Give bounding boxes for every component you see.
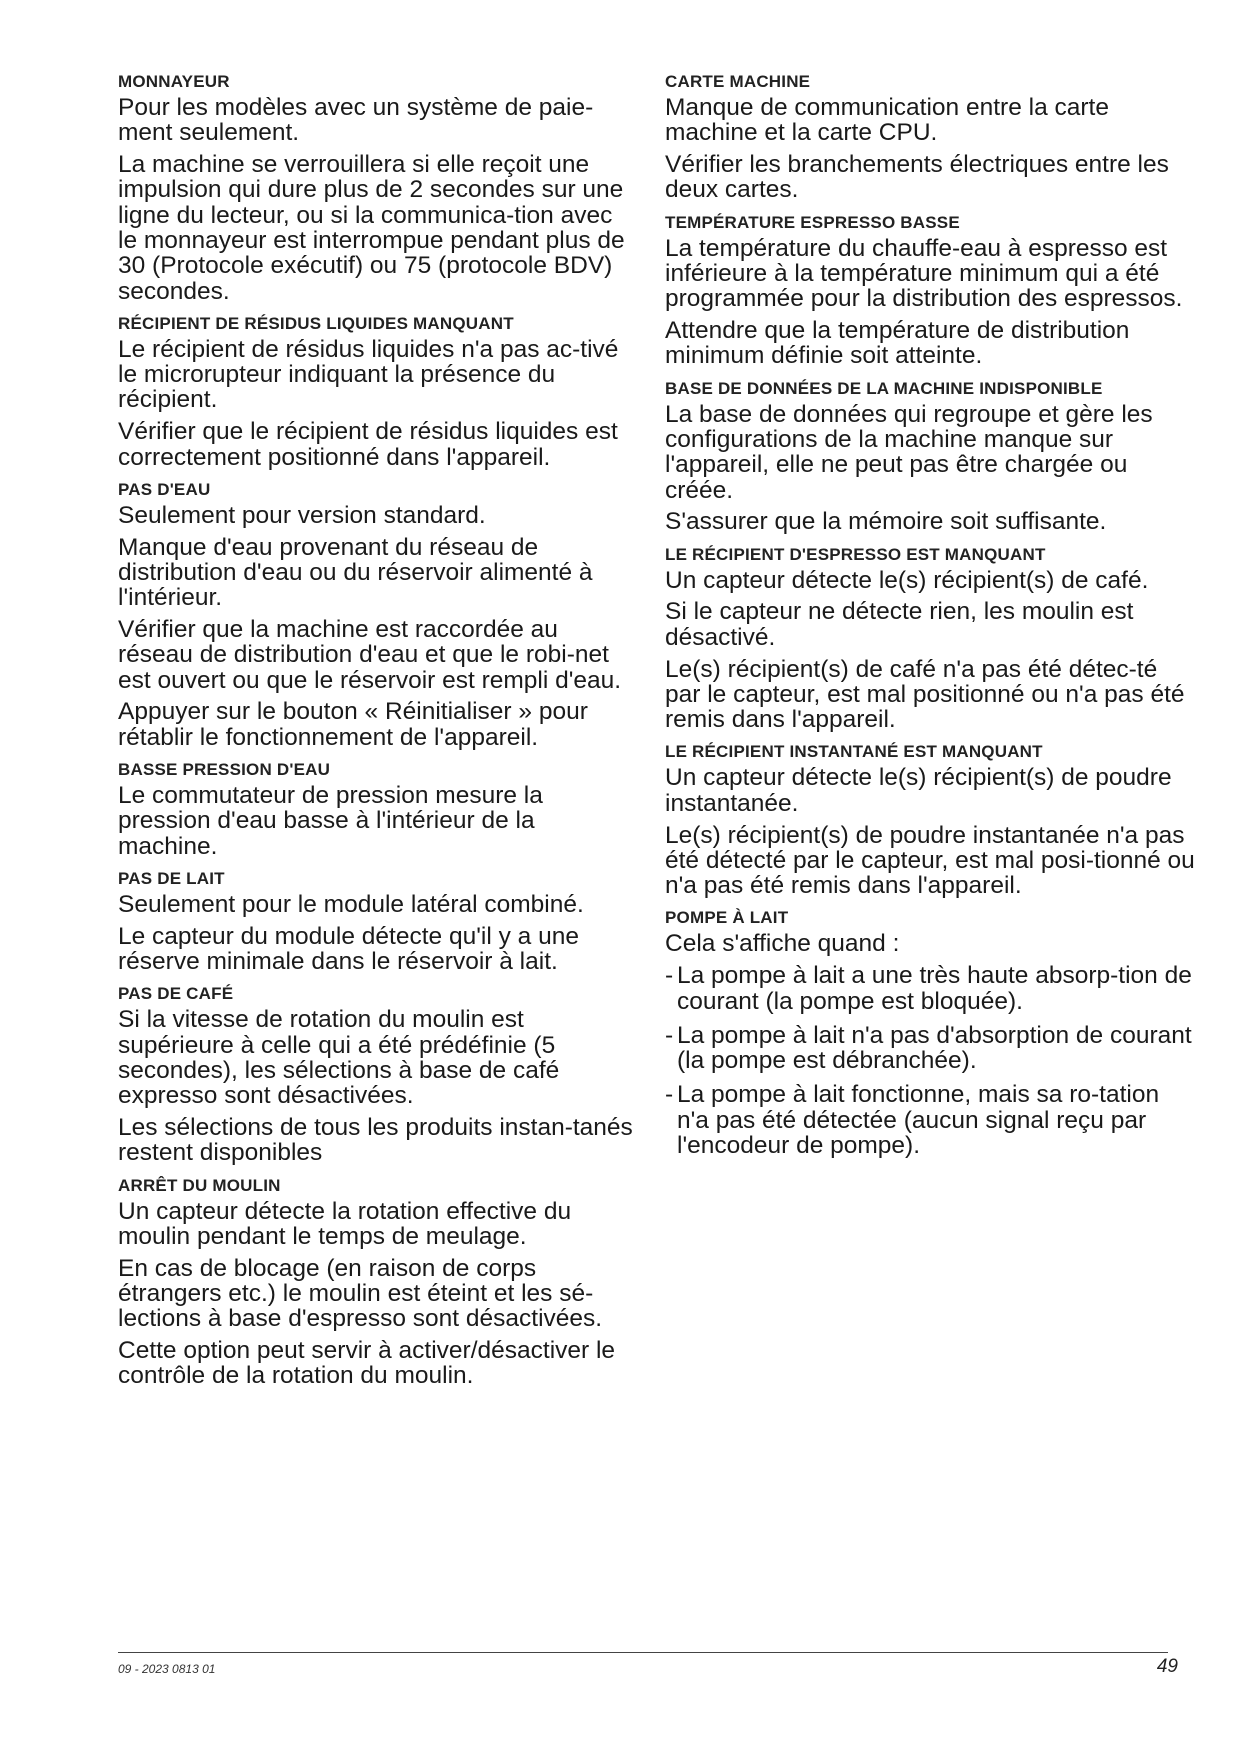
section-heading: BASE DE DONNÉES DE LA MACHINE INDISPONIBLE xyxy=(665,378,1103,398)
list-item xyxy=(665,1023,1195,1074)
section-heading: POMPE À LAIT xyxy=(665,908,789,928)
paragraph: Le commutateur de pression mesure la pression d'eau basse à l'intérieur de la machine. xyxy=(118,782,543,860)
section xyxy=(665,908,1195,1158)
paragraph: Un capteur détecte le(s) récipient(s) de café. xyxy=(665,566,1149,594)
section xyxy=(665,742,1195,898)
paragraph: Le(s) récipient(s) de café n'a pas été détec-té par le capteur, est mal positionné ou n'a pas été remis dans l'appareil. xyxy=(665,655,1185,734)
section xyxy=(118,760,638,859)
paragraph: La température du chauffe-eau à espresso est inférieure à la température minimum qui a été programmée pour la distribution des espressos. xyxy=(665,234,1183,313)
section-heading: MONNAYEUR xyxy=(118,72,230,91)
list-item xyxy=(665,963,1195,1014)
paragraph: Vérifier que le récipient de résidus liquides est correctement positionné dans l'appareil. xyxy=(118,418,618,471)
section-heading: LE RÉCIPIENT D'ESPRESSO EST MANQUANT xyxy=(665,544,1046,564)
section-heading: BASSE PRESSION D'EAU xyxy=(118,760,331,780)
footer-page-number: 49 xyxy=(1156,1656,1178,1677)
section-heading: ARRÊT DU MOULIN xyxy=(118,1175,281,1195)
paragraph: Un capteur détecte le(s) récipient(s) de poudre instantanée. xyxy=(665,764,1172,817)
section-heading: PAS DE LAIT xyxy=(118,868,225,888)
section xyxy=(118,480,638,750)
paragraph: Le(s) récipient(s) de poudre instantanée n'a pas été détecté par le capteur, est mal posi-tionné ou n'a pas été remis dans l'appareil. xyxy=(665,821,1195,900)
paragraph: Vérifier que la machine est raccordée au réseau de distribution d'eau et que le robi-net est ouvert ou que le réservoir est rempli d'eau. xyxy=(118,616,622,694)
paragraph: Seulement pour le module latéral combiné. xyxy=(118,890,584,918)
list-item xyxy=(665,1082,1195,1158)
paragraph: S'assurer que la mémoire soit suffisante. xyxy=(665,508,1107,536)
paragraph: Le récipient de résidus liquides n'a pas ac-tivé le microrupteur indiquant la présence du récipient. xyxy=(118,335,619,414)
right-column xyxy=(665,72,1195,1167)
section xyxy=(118,984,638,1165)
left-column xyxy=(118,72,638,1395)
list-item-text: La pompe à lait a une très haute absorp-tion de courant (la pompe est bloquée). xyxy=(677,962,1192,1015)
dash-marker: - xyxy=(665,1081,674,1109)
paragraph: Vérifier les branchements électriques entre les deux cartes. xyxy=(665,151,1169,204)
section-heading: TEMPÉRATURE ESPRESSO BASSE xyxy=(665,212,960,232)
dash-marker: - xyxy=(665,1021,674,1049)
bullet-list xyxy=(665,963,1195,1158)
paragraph: Manque d'eau provenant du réseau de distribution d'eau ou du réservoir alimenté à l'intérieur. xyxy=(118,533,593,612)
section xyxy=(665,72,1195,203)
paragraph: Les sélections de tous les produits instan-tanés restent disponibles xyxy=(118,1114,633,1167)
paragraph: Le capteur du module détecte qu'il y a une réserve minimale dans le réservoir à lait. xyxy=(118,922,579,976)
paragraph: Si le capteur ne détecte rien, les moulin est désactivé. xyxy=(665,598,1134,651)
section-heading: LE RÉCIPIENT INSTANTANÉ EST MANQUANT xyxy=(665,742,1043,762)
section xyxy=(665,213,1195,369)
paragraph: Si la vitesse de rotation du moulin est supérieure à celle qui a été prédéfinie (5 secondes), les sélections à base de café expresso sont désactivées. xyxy=(118,1006,560,1110)
section-heading: PAS D'EAU xyxy=(118,479,211,499)
paragraph: Appuyer sur le bouton « Réinitialiser » pour rétablir le fonctionnement de l'appareil. xyxy=(118,698,588,751)
paragraph: Attendre que la température de distribution minimum définie soit atteinte. xyxy=(665,317,1130,370)
section-heading: PAS DE CAFÉ xyxy=(118,984,234,1004)
paragraph: Pour les modèles avec un système de paie-ment seulement. xyxy=(118,94,594,147)
section xyxy=(118,314,638,470)
paragraph: Cette option peut servir à activer/désactiver le contrôle de la rotation du moulin. xyxy=(118,1337,616,1390)
section-heading: RÉCIPIENT DE RÉSIDUS LIQUIDES MANQUANT xyxy=(118,313,514,333)
section xyxy=(118,1176,638,1389)
paragraph: En cas de blocage (en raison de corps étrangers etc.) le moulin est éteint et les sé-lections à base d'espresso sont désactivées. xyxy=(118,1254,603,1333)
section xyxy=(665,379,1195,535)
section xyxy=(118,869,638,974)
section xyxy=(118,72,638,304)
footer-divider xyxy=(118,1652,1168,1653)
paragraph: Manque de communication entre la carte machine et la carte CPU. xyxy=(665,94,1109,147)
paragraph: Seulement pour version standard. xyxy=(118,501,486,529)
paragraph: Cela s'affiche quand : xyxy=(665,930,900,958)
paragraph: Un capteur détecte la rotation effective du moulin pendant le temps de meulage. xyxy=(118,1197,572,1250)
dash-marker: - xyxy=(665,962,674,990)
list-item-text: La pompe à lait n'a pas d'absorption de courant (la pompe est débranchée). xyxy=(677,1021,1192,1075)
paragraph: La machine se verrouillera si elle reçoit une impulsion qui dure plus de 2 secondes sur une ligne du lecteur, ou si la communica-tion avec le monnayeur est interrompue pendant plus de 30 (Protocole exécutif) ou 75 (protocole BDV) secondes. xyxy=(118,151,625,305)
section-heading: CARTE MACHINE xyxy=(665,72,811,91)
section xyxy=(665,545,1195,733)
footer-doc-code: 09 - 2023 0813 01 xyxy=(118,1662,216,1676)
paragraph: La base de données qui regroupe et gère les configurations de la machine manque sur l'appareil, elle ne peut pas être chargée ou créée. xyxy=(665,400,1153,504)
list-item-text: La pompe à lait fonctionne, mais sa ro-tation n'a pas été détectée (aucun signal reçu par l'encodeur de pompe). xyxy=(677,1081,1160,1159)
